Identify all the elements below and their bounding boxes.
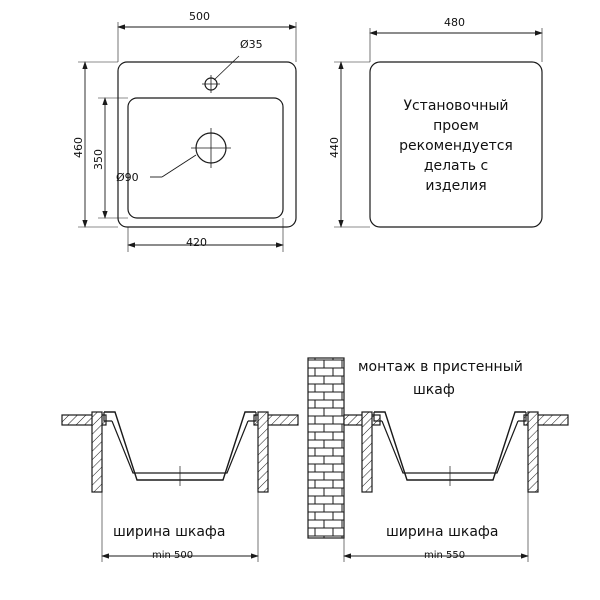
section-standard-cabinet-geometry — [62, 412, 298, 492]
cutout-note-line-5: изделия — [425, 178, 487, 194]
dim-label-overall-width: 500 — [189, 10, 210, 23]
section-left-caption: ширина шкафа — [113, 524, 226, 540]
dim-label-tap-hole: Ø35 — [240, 38, 263, 51]
dim-label-cutout-width: 480 — [444, 16, 465, 29]
dim-label-overall-height: 460 — [72, 137, 85, 158]
cutout-note-line-1: Установочный — [403, 98, 509, 114]
cutout-note-line-3: рекомендуется — [399, 138, 513, 154]
dim-label-cutout-height: 440 — [328, 137, 341, 158]
cutout-note-line-4: делать с — [423, 158, 489, 174]
section-left-caption-min: min 500 — [152, 550, 194, 561]
section-right-caption-min: min 550 — [424, 550, 466, 561]
section-right-title-line2: шкаф — [413, 382, 455, 398]
dim-label-drain-hole: Ø90 — [116, 171, 139, 184]
section-right-caption: ширина шкафа — [386, 524, 499, 540]
cutout-note — [366, 96, 546, 196]
dim-label-bowl-width: 420 — [186, 236, 207, 249]
section-right-title-line1: монтаж в пристенный — [358, 359, 523, 375]
cutout-note-line-2: проем — [433, 118, 479, 134]
sink-top-view-geometry — [118, 56, 296, 227]
dim-label-bowl-height: 350 — [92, 149, 105, 170]
